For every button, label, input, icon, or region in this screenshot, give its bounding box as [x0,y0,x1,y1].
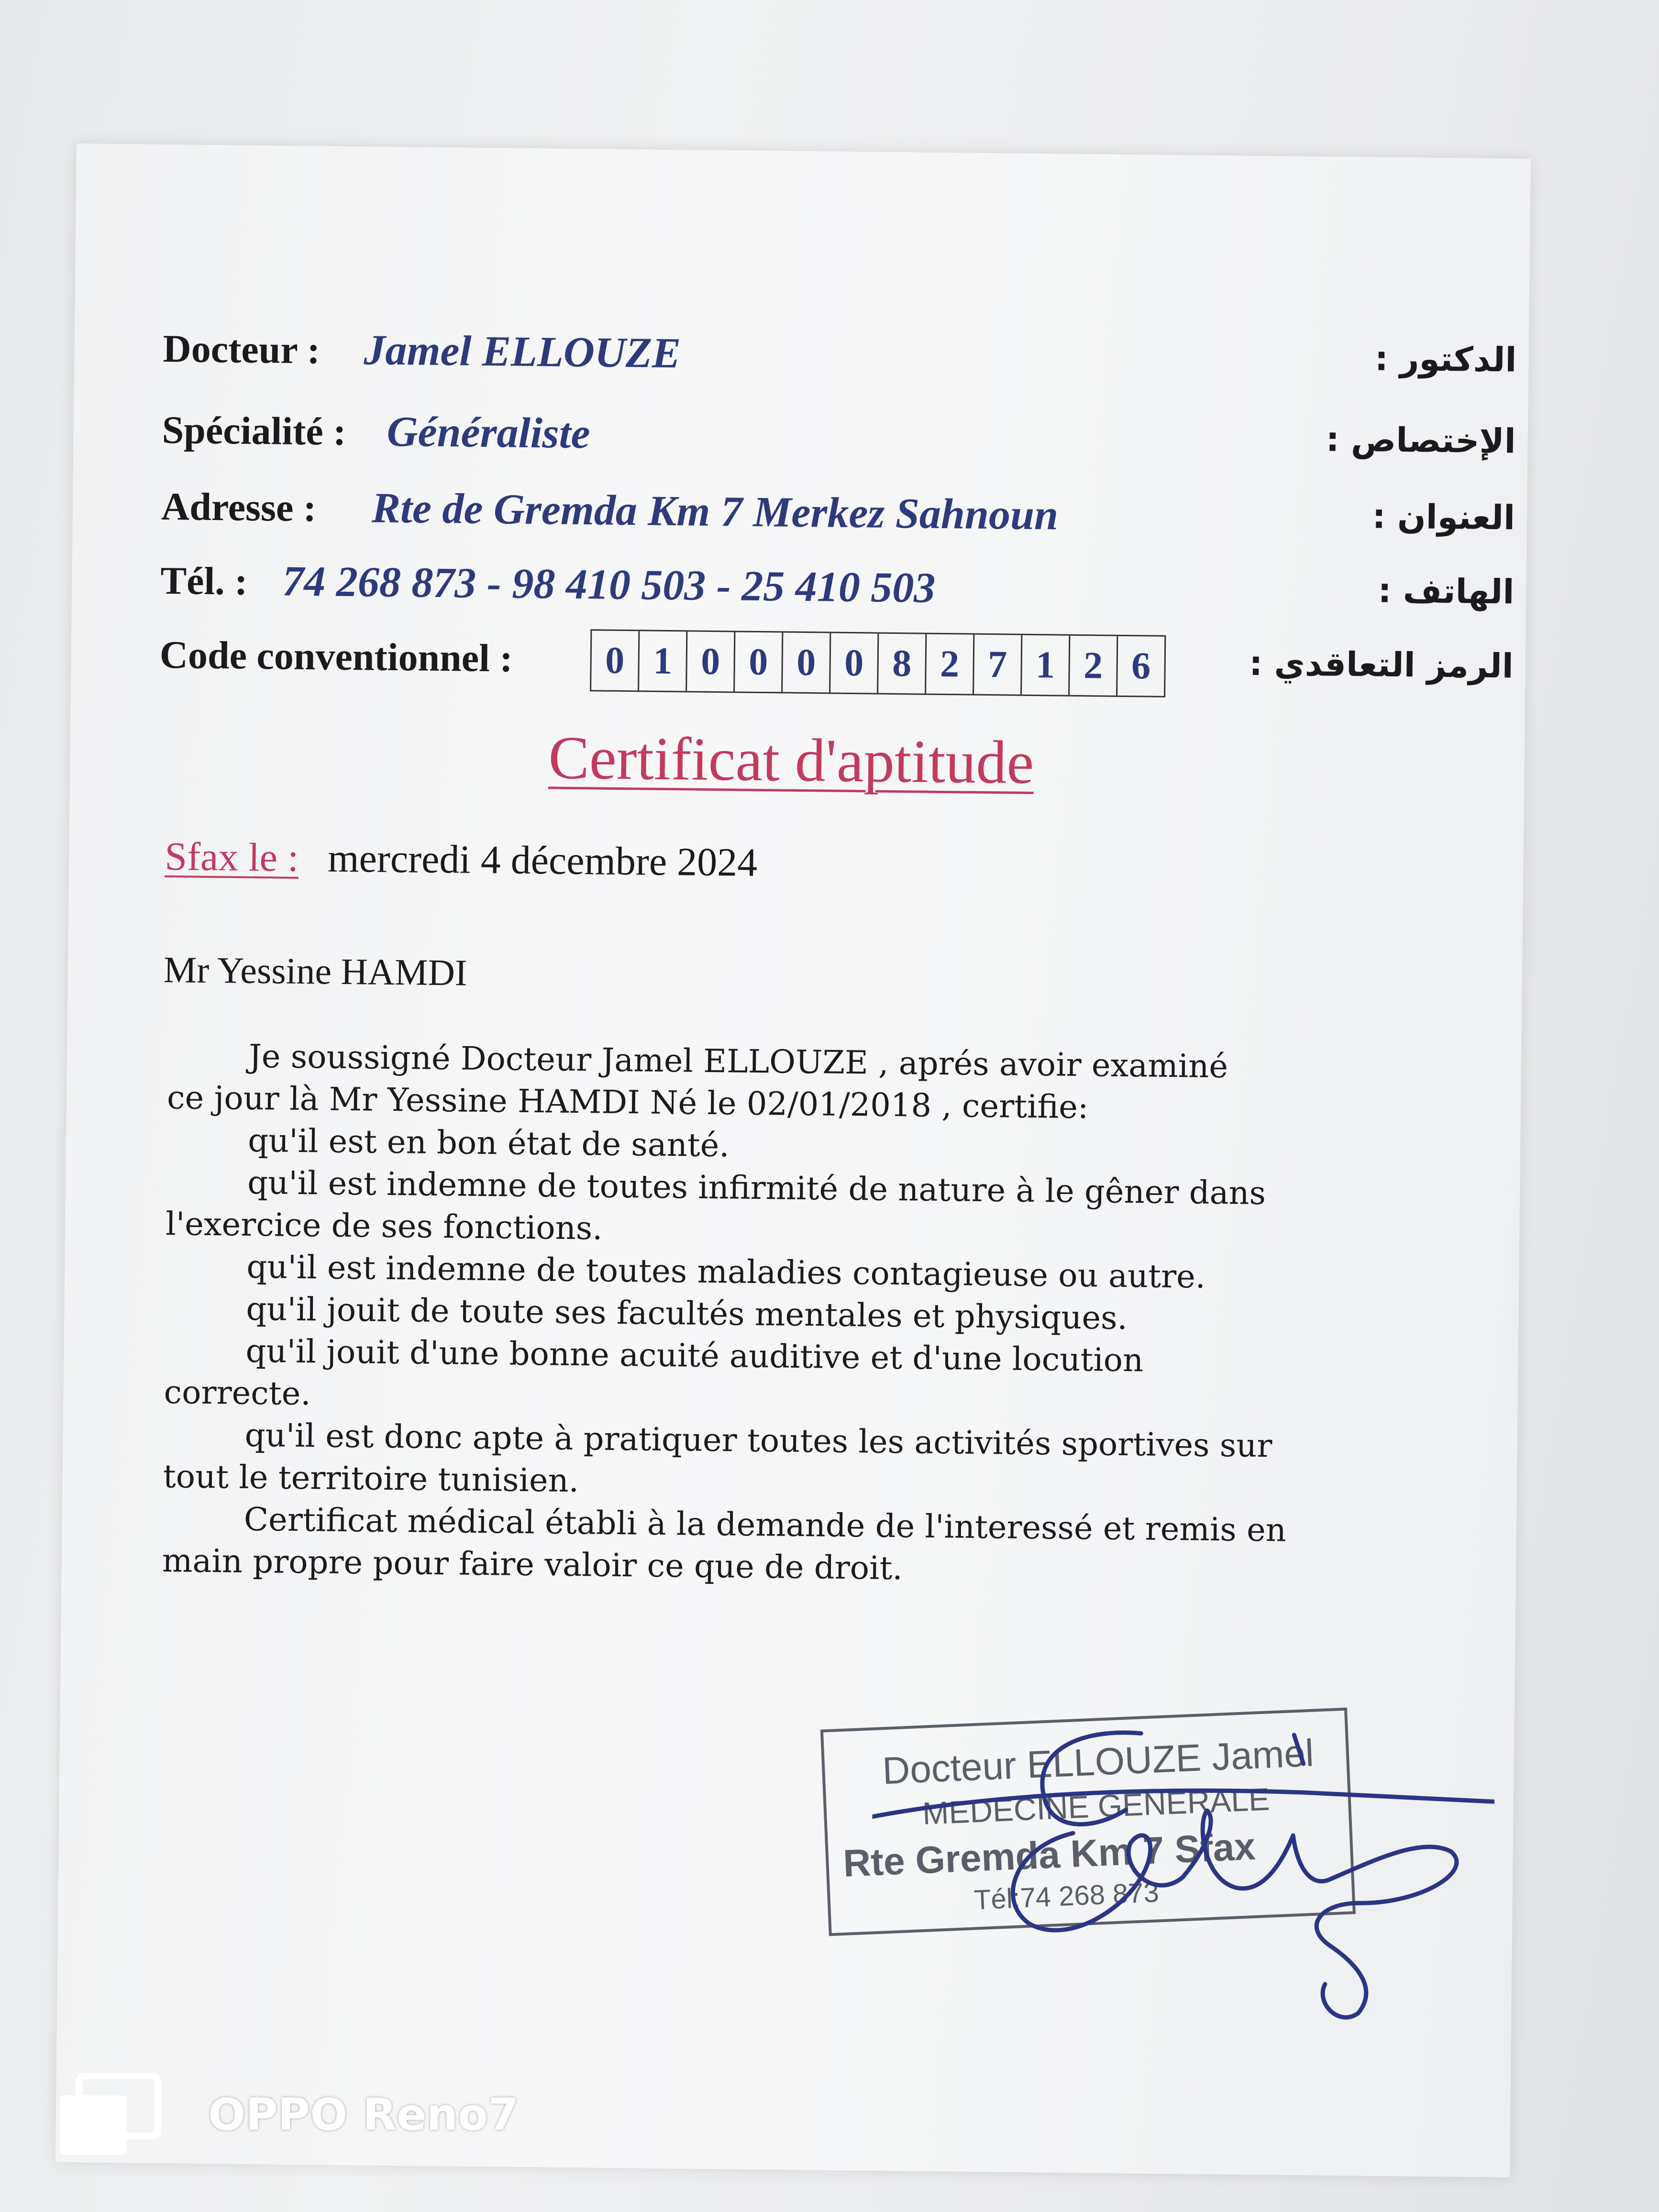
code-label-ar: الرمز التعاقدي : [1249,643,1514,686]
code-digit: 2 [1070,636,1118,696]
header-tel-row [160,558,1514,640]
code-digit: 0 [830,633,879,693]
code-digit: 1 [639,631,687,691]
code-digit: 1 [1022,635,1070,695]
body-line: ce jour là Mr Yessine HAMDI Né le 02/01/2018 , certifie: [166,1079,1089,1126]
body-line: correcte. [164,1373,311,1413]
date-row [165,833,758,886]
doctor-label-ar: الدكتور : [1374,339,1517,380]
camera-frame-icon [60,2071,165,2157]
adresse-value: Rte de Gremda Km 7 Merkez Sahnoun [371,484,1059,539]
body-line: qu'il jouit d'une bonne acuité auditive et d'une locution [245,1332,1144,1379]
header-specialite-row [162,408,1516,489]
body-line: Certificat médical établi à la demande de l'interessé et remis en [243,1500,1287,1549]
body-line: main propre pour faire valoir ce que de droit. [162,1542,903,1587]
body-line: qu'il est en bon état de santé. [247,1121,730,1164]
stamp-line: Docteur ELLOUZE Jamel [881,1731,1315,1792]
code-digit: 0 [735,632,783,692]
date-label: Sfax le : [164,834,299,880]
patient-name: Mr Yessine HAMDI [163,949,468,994]
certificate-title: Certificat d'aptitude [548,723,1034,797]
adresse-label: Adresse : [161,484,317,530]
code-digit: 6 [1131,644,1151,687]
stamp-line: Tél:74 268 873 [973,1877,1160,1916]
certificate-body [162,1034,1402,1594]
camera-watermark [60,2071,519,2157]
code-label: Code conventionnel : [159,632,513,680]
header-adresse-row [161,484,1515,565]
code-digit: 0 [591,630,640,690]
adresse-label-ar: العنوان : [1372,497,1515,538]
tel-label: Tél. : [160,558,248,603]
body-line: qu'il jouit de toute ses facultés mentales et physiques. [246,1290,1128,1337]
body-line: qu'il est donc apte à pratiquer toutes les activités sportives sur [244,1416,1272,1465]
specialite-value: Généraliste [387,408,591,458]
doctor-label: Docteur : [163,326,321,372]
certificate-paper [55,144,1531,2178]
header-doctor-row [163,326,1517,408]
code-digit: 0 [687,631,735,691]
tel-label-ar: الهاتف : [1378,571,1515,612]
tel-value: 74 268 873 - 98 410 503 - 25 410 503 [282,557,936,612]
specialite-label-ar: الإختصاص : [1326,420,1516,461]
specialite-label: Spécialité : [162,408,347,453]
watermark-text: OPPO Reno7 [208,2089,519,2140]
body-line: tout le territoire tunisien. [163,1458,579,1500]
doctor-name: Jamel ELLOUZE [363,326,681,377]
body-line: qu'il est indemne de toutes maladies contagieuse ou autre. [246,1248,1206,1295]
code-digit: 2 [926,634,974,694]
body-line: qu'il est indemne de toutes infirmité de nature à le gêner dans [247,1163,1266,1212]
date-value: mercredi 4 décembre 2024 [327,836,758,885]
header-code-row [159,632,1514,714]
code-digit: 0 [783,633,831,693]
stamp-line: MEDECINE GENERALE [921,1781,1271,1831]
body-line: l'exercice de ses fonctions. [165,1205,603,1247]
handwritten-signature [870,1673,1495,2024]
code-digit-boxes [590,629,1166,697]
stamp-line: Rte Gremda Km 7 Sfax [842,1825,1257,1885]
code-digit: 8 [878,634,927,694]
code-digit: 7 [974,635,1022,695]
body-line: Je soussigné Docteur Jamel ELLOUZE , aprés avoir examiné [248,1037,1228,1085]
